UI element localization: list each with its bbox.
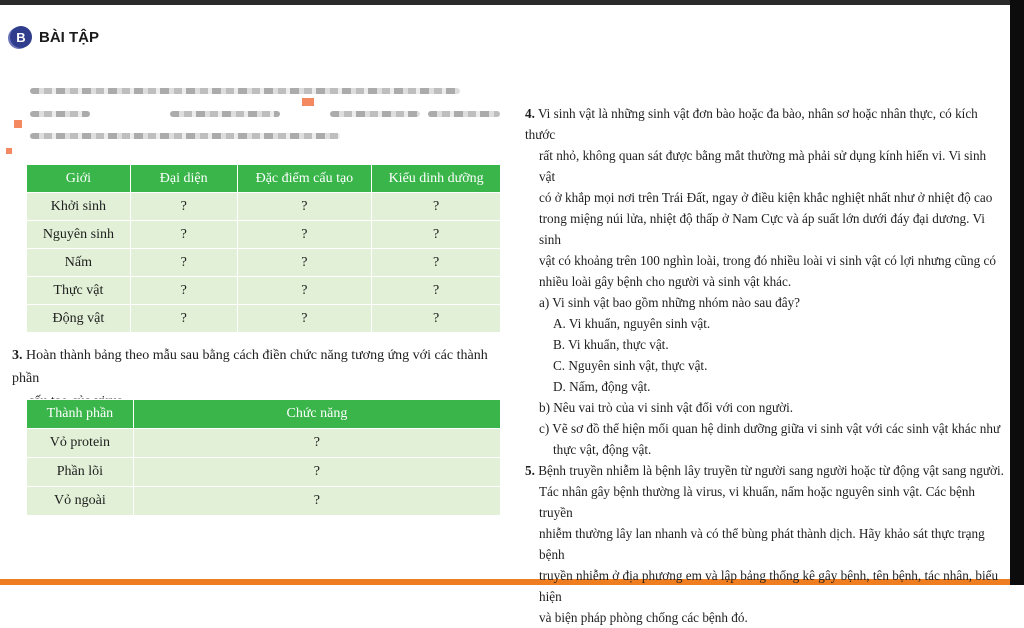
answer-option-d: D. Nấm, động vật.: [553, 379, 651, 394]
right-edge-bar: [1010, 0, 1024, 585]
table-cell: ?: [133, 487, 500, 516]
table-cell: ?: [133, 429, 500, 458]
table-cell: ?: [237, 277, 372, 305]
table-row: [27, 429, 501, 458]
top-bar: [0, 0, 1024, 5]
table-row: [27, 487, 501, 516]
table-cell: ?: [237, 249, 372, 277]
table-header-cell: Chức năng: [133, 400, 500, 429]
table-cell: ?: [130, 193, 237, 221]
virus-table: [26, 399, 501, 516]
question-4-line: [525, 103, 1005, 145]
answer-option-a: A. Vi khuẩn, nguyên sinh vật.: [553, 316, 711, 331]
question-4-line: rất nhỏ, không quan sát được bằng mắt thường mà phải sử dụng kính hiển vi. Vi sinh vật: [539, 148, 987, 184]
section-header: [10, 26, 99, 48]
table-cell: ?: [237, 221, 372, 249]
question-4a: a) Vi sinh vật bao gồm những nhóm nào sau đây?: [539, 295, 801, 310]
table-header-cell: Giới: [27, 165, 131, 193]
question-4-line: vật có khoảng trên 100 nghìn loài, trong đó nhiều loài vi sinh vật có lợi nhưng cũng có: [539, 253, 996, 268]
table-cell: ?: [372, 305, 501, 333]
table-cell: ?: [133, 458, 500, 487]
question-5-line: truyền nhiễm ở địa phương em và lập bảng thống kê gây bệnh, tên bệnh, tác nhân, biểu hiện: [539, 568, 999, 604]
table-cell: Vỏ protein: [27, 429, 134, 458]
table-cell: Nấm: [27, 249, 131, 277]
table-header-cell: Thành phần: [27, 400, 134, 429]
table-cell: ?: [130, 305, 237, 333]
question-4c: c) Vẽ sơ đồ thể hiện mối quan hệ dinh dưỡng giữa vi sinh vật với các sinh vật khác như: [539, 421, 1001, 436]
question-number: 3.: [12, 348, 23, 363]
question-number: 5.: [525, 463, 535, 478]
table-cell: ?: [130, 249, 237, 277]
table-row: [27, 277, 501, 305]
table-header-cell: Đặc điểm cấu tạo: [237, 165, 372, 193]
question-4-line: trong miệng núi lửa, nhiệt độ thấp ở Nam Cực và áp suất lớn dưới đáy đại dương. Vi sinh: [539, 211, 985, 247]
table-header-cell: Đại diện: [130, 165, 237, 193]
table-header-row: [27, 400, 501, 429]
table-cell: Nguyên sinh: [27, 221, 131, 249]
table-cell: Thực vật: [27, 277, 131, 305]
table-cell: ?: [372, 277, 501, 305]
question-4-line: có ở khắp mọi nơi trên Trái Đất, ngay ở điều kiện khắc nghiệt nhất như ở nhiệt độ cao: [539, 190, 993, 205]
table-cell: Khởi sinh: [27, 193, 131, 221]
question-5-line: nhiễm thường lây lan nhanh và có thể bùng phát thành dịch. Hãy khảo sát thực trạng bệnh: [539, 526, 985, 562]
answer-option-c: C. Nguyên sinh vật, thực vật.: [553, 358, 708, 373]
table-row: [27, 249, 501, 277]
table-cell: ?: [372, 249, 501, 277]
question-number: 4.: [525, 106, 535, 121]
question-4b: b) Nêu vai trò của vi sinh vật đối với con người.: [539, 400, 794, 415]
table-cell: ?: [130, 221, 237, 249]
table-cell: ?: [372, 221, 501, 249]
table-row: [27, 458, 501, 487]
right-column: [525, 103, 1005, 628]
section-title: BÀI TẬP: [39, 28, 99, 46]
table-cell: ?: [372, 193, 501, 221]
question-4-line: nhiều loài gây bệnh cho người và sinh vật khác.: [539, 274, 792, 289]
question-5-line: và biện pháp phòng chống các bệnh đó.: [539, 610, 748, 625]
table-cell: ?: [237, 193, 372, 221]
table-cell: ?: [237, 305, 372, 333]
table-header-cell: Kiểu dinh dưỡng: [372, 165, 501, 193]
kingdom-table: [26, 164, 501, 333]
question-text: Bệnh truyền nhiễm là bệnh lây truyền từ người sang người hoặc từ động vật sang người.: [538, 463, 1004, 478]
table-header-row: [27, 165, 501, 193]
table-cell: ?: [130, 277, 237, 305]
table-row: [27, 193, 501, 221]
section-badge-icon: B: [10, 26, 32, 48]
table-cell: Động vật: [27, 305, 131, 333]
table-row: [27, 221, 501, 249]
table-cell: Vỏ ngoài: [27, 487, 134, 516]
question-5-line: [525, 460, 1005, 481]
question-4c-cont: thực vật, động vật.: [553, 442, 652, 457]
question-text: Vi sinh vật là những sinh vật đơn bào hoặc đa bào, nhân sơ hoặc nhân thực, có kích thước: [525, 106, 978, 142]
answer-option-b: B. Vi khuẩn, thực vật.: [553, 337, 669, 352]
question-5-line: Tác nhân gây bệnh thường là virus, vi khuẩn, nấm hoặc nguyên sinh vật. Các bệnh truyền: [539, 484, 976, 520]
table-cell: Phần lõi: [27, 458, 134, 487]
table-row: [27, 305, 501, 333]
question-text: Hoàn thành bảng theo mẫu sau bằng cách điền chức năng tương ứng với các thành phần: [12, 348, 488, 386]
